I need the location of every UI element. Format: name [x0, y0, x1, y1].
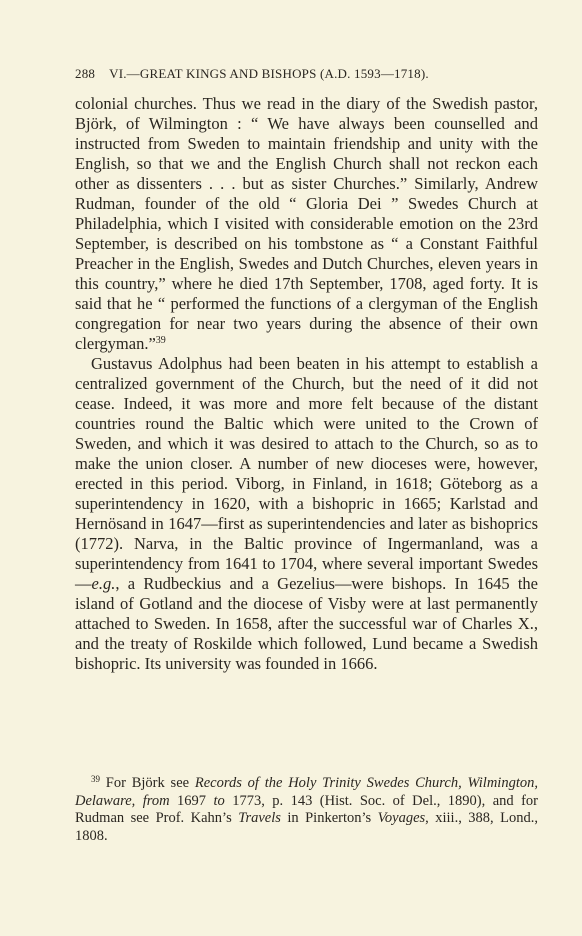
footnote-title-records: Records of the Holy Trinity Swedes Church, Wilmington, Delaware, from: [75, 775, 538, 809]
footnote: [75, 775, 538, 845]
paragraph-1: [75, 94, 538, 354]
footnote-title-travels: Travels: [238, 810, 281, 826]
footnote-text-1: For Björk see: [100, 775, 195, 791]
paragraph-1-text: colonial churches. Thus we read in the diary of the Swedish pastor, Björk, of Wilmington : “ We have always been counselled and instructed from Sweden to maintain friendship and unity with the English, so that we and the English Church shall not reckon each other as dissenters . . . but as sister Churches.” Similarly, Andrew Rudman, founder of the old “ Gloria Dei ” Swedes Church at Philadelphia, which I visited with considerable emotion on the 23rd September, is described on his tombstone as “ a Constant Faithful Preacher in the English, Swedes and Dutch Churches, eleven years in this country,” where he died 17th September, 1708, aged forty. It is said that he “ performed the functions of a clergyman of the English congregation for near two years during the absence of their own clergyman.”: [75, 94, 538, 353]
paragraph-2-text-b: , a Rudbeckius and a Gezelius—were bishops. In 1645 the island of Gotland and the diocese of Visby were at last permanently attached to Sweden. In 1658, after the successful war of Charles X., and the treaty of Roskilde which followed, Lund became a Swedish bishopric. Its university was founded in 1666.: [75, 574, 538, 673]
paragraph-2: [75, 354, 538, 674]
footnote-number: 39: [91, 774, 100, 784]
footnote-title-voyages: Voyages: [377, 810, 426, 826]
footnote-text-3: 1773, p. 143 (Hist. Soc. of Del., 1890), and for Rudman see Prof. Kahn’s: [75, 792, 538, 826]
page-number: 288: [75, 66, 96, 81]
footnote-text-4: in Pinkerton’s: [280, 810, 378, 826]
footnote-text-5: , xiii., 388, Lond., 1808.: [75, 810, 538, 844]
chapter-title: VI.—GREAT KINGS AND BISHOPS (A.D. 1593—1718).: [109, 66, 429, 81]
footnote-reference: 39: [155, 335, 166, 346]
footnote-39: [75, 775, 538, 845]
footnote-text-2: 1697: [169, 792, 214, 809]
main-text: [75, 94, 538, 674]
running-head: [75, 66, 525, 82]
footnote-to: to: [213, 792, 225, 809]
paragraph-2-eg: e.g.: [91, 574, 116, 593]
paragraph-2-text-a: Gustavus Adolphus had been beaten in his attempt to establish a centralized government of the Church, but the need of it did not cease. Indeed, it was more and more felt because of the distant countries round the Baltic which were united to the Crown of Sweden, and which it was desired to attach to the Church, so as to make the union closer. A number of new dioceses were, however, erected in this period. Viborg, in Finland, in 1618; Göteborg as a superintendency in 1620, with a bishopric in 1665; Karlstad and Hernösand in 1647—first as superintendencies and later as bishoprics (1772). Narva, in the Baltic province of Ingermanland, was a superintendency from 1641 to 1704, where several important Swedes—: [75, 354, 538, 593]
